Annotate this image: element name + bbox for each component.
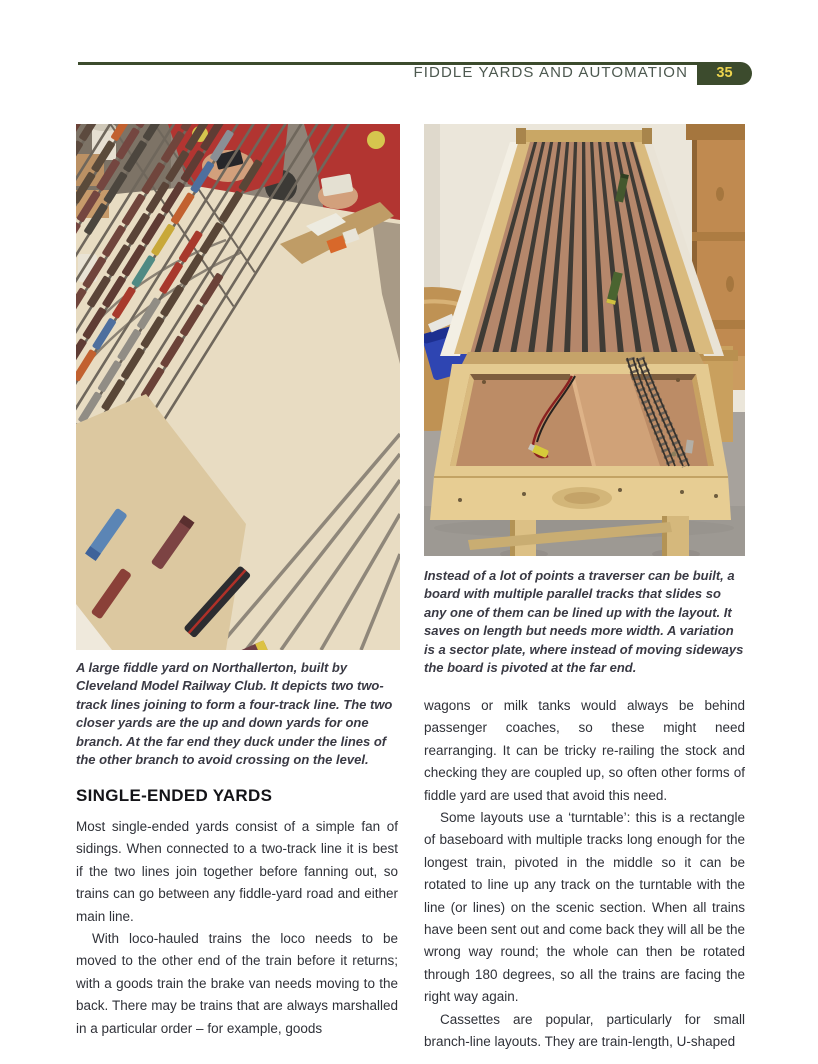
caption-traverser: Instead of a lot of points a traverser can be built, a board with multiple parallel tracks that slides so any one of them can be lined up with the layout. It saves on length but needs more width. A variation is a sector plate, where instead of moving sideways the board is pivoted at the far end. <box>424 568 744 676</box>
traverser-photo <box>424 124 745 556</box>
caption-fiddle-yard: A large fiddle yard on Northallerton, built by Cleveland Model Railway Club. It depicts two two-track lines joining to form a four-track line. The two closer yards are the up and down yards for one branch. At the far end they duck under the lines of the other branch to avoid crossing on the level. <box>76 660 393 768</box>
paragraph: Most single-ended yards consist of a simple fan of sidings. When connected to a two-track line it is best if the two lines join together before fanning out, so trains can go between any fiddle-yard road and either main line. <box>76 819 398 924</box>
page-number-badge: 35 <box>697 62 752 85</box>
figure-traverser <box>424 124 745 556</box>
paragraph: wagons or milk tanks would always be behind passenger coaches, so these might need rearranging. It can be tricky re-railing the stock and checking they are coupled up, so often other forms of fiddle yard are used that avoid this need. <box>424 698 745 803</box>
paragraph: Cassettes are popular, particularly for small branch-line layouts. They are train-length, U-shaped <box>424 1011 745 1050</box>
page-header-title: FIDDLE YARDS AND AUTOMATION <box>413 64 688 81</box>
section-heading: SINGLE-ENDED YARDS <box>76 786 273 805</box>
body-column-right <box>424 695 745 1054</box>
fiddle-yard-photo <box>76 124 400 650</box>
body-column-left <box>76 816 398 1040</box>
paragraph: Some layouts use a ‘turntable’: this is a rectangle of baseboard with multiple tracks long enough for the longest train, pivoted in the middle so it can be rotated to line up any track on the turntable with the line (or lines) on the scenic section. When all trains have been sent out and come back they will all be the wrong way round; the whole can then be rotated through 180 degrees, so all the trains are facing the right way again. <box>424 810 745 1005</box>
paragraph: With loco-hauled trains the loco needs to be moved to the other end of the train before it returns; with a goods train the brake van needs moving to the back. There may be trains that are always marshalled in a particular order – for example, goods <box>76 931 398 1036</box>
figure-fiddle-yard <box>76 124 400 650</box>
